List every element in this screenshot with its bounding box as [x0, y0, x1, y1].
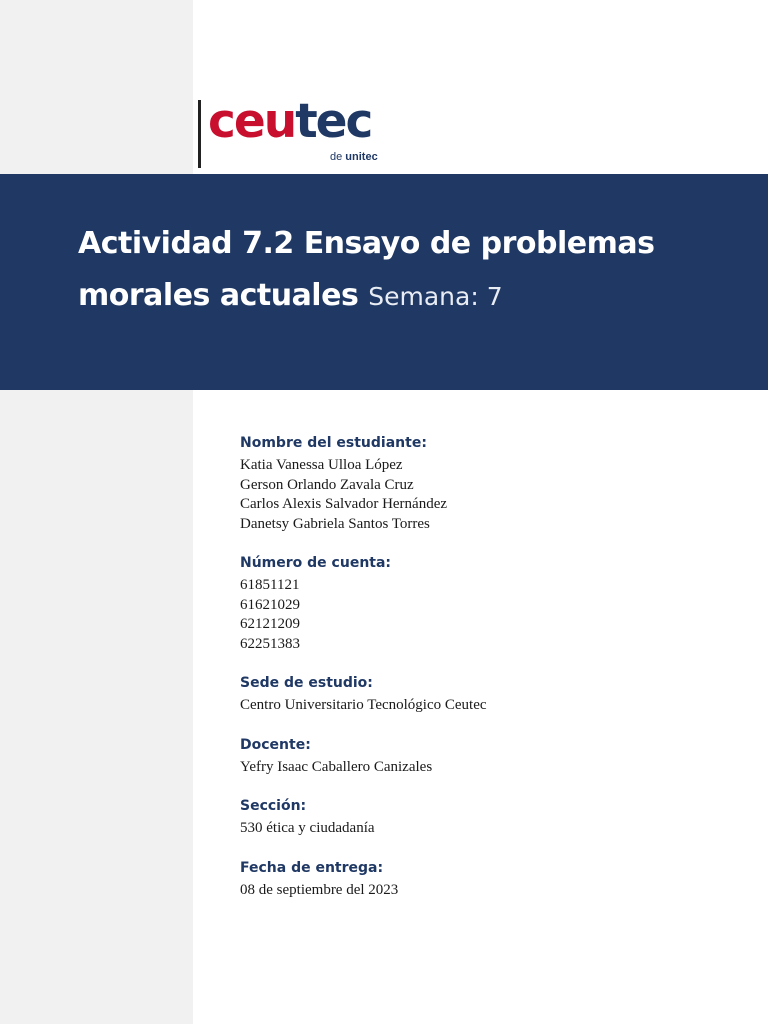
section-field	[240, 796, 740, 839]
logo-sub-brand: unitec	[345, 151, 378, 163]
logo-sub-prefix: de	[330, 151, 346, 163]
logo-divider	[198, 100, 201, 168]
campus-value: Centro Universitario Tecnológico Ceutec	[240, 697, 487, 713]
ceutec-logo	[208, 94, 372, 149]
section-label: Sección:	[240, 798, 307, 814]
student-name: Gerson Orlando Zavala Cruz	[240, 476, 414, 493]
accounts-label: Número de cuenta:	[240, 555, 392, 571]
document-title: Actividad 7.2 Ensayo de problemas morales actuales	[78, 226, 655, 313]
logo-part-navy: tec	[295, 94, 372, 149]
page-title	[78, 218, 768, 323]
week-label: Semana: 7	[368, 282, 503, 311]
cover-details	[240, 433, 740, 919]
account-number: 62251383	[240, 635, 300, 652]
student-name: Carlos Alexis Salvador Hernández	[240, 496, 448, 512]
student-name: Katia Vanessa Ulloa López	[240, 457, 403, 473]
students-label: Nombre del estudiante:	[240, 435, 427, 451]
campus-field	[240, 673, 740, 716]
account-number: 62121209	[240, 616, 300, 632]
teacher-label: Docente:	[240, 736, 311, 753]
account-number: 61621029	[240, 596, 300, 613]
student-name: Danetsy Gabriela Santos Torres	[240, 515, 430, 532]
accounts-field	[240, 553, 740, 654]
account-number: 61851121	[240, 577, 300, 593]
teacher-value: Yefry Isaac Caballero Canizales	[240, 758, 433, 775]
students-field	[240, 433, 740, 534]
campus-label: Sede de estudio:	[240, 675, 373, 691]
due-date-field	[240, 858, 740, 901]
logo-subtitle	[330, 151, 378, 163]
side-strip	[0, 0, 193, 1024]
due-date-value: 08 de septiembre del 2023	[240, 881, 399, 898]
section-value: 530 ética y ciudadanía	[240, 820, 375, 836]
teacher-field	[240, 735, 740, 778]
logo-part-red: ceu	[208, 94, 296, 149]
due-date-label: Fecha de entrega:	[240, 859, 384, 876]
